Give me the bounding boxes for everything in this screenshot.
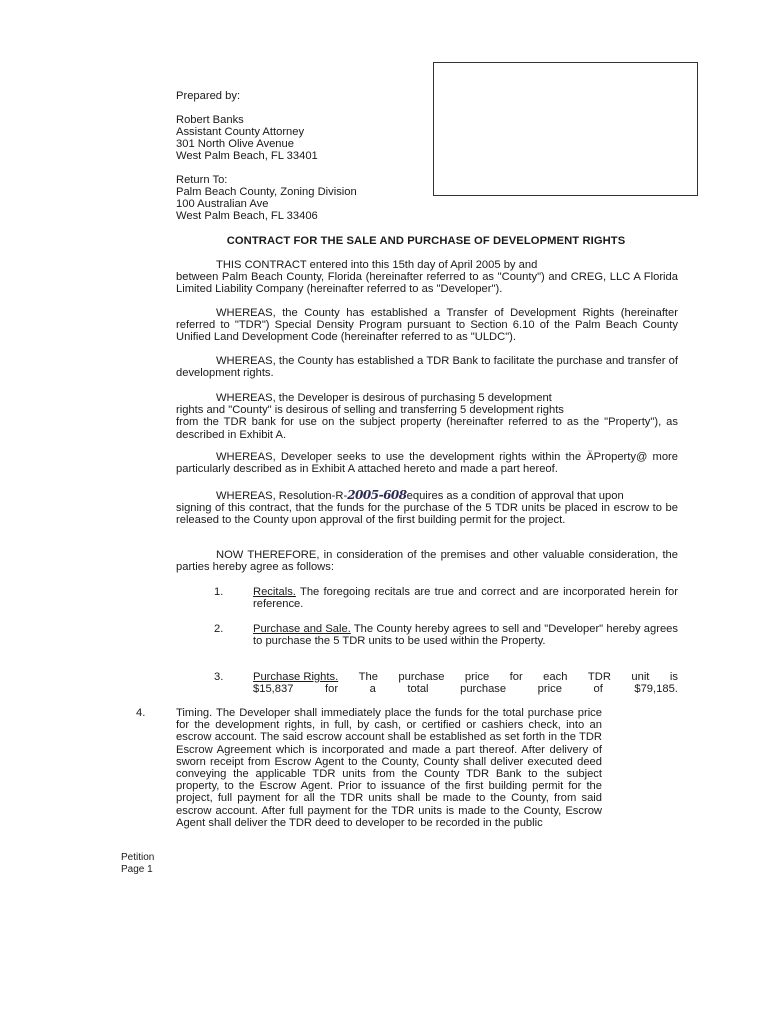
now-therefore-text: NOW THEREFORE, in consideration of the premises and other valuable consideration, the parties hereby agree as follows: bbox=[176, 549, 678, 574]
item-3 bbox=[253, 671, 678, 695]
whereas-5 bbox=[176, 489, 678, 527]
return-to-line1: Palm Beach County, Zoning Division bbox=[176, 186, 357, 198]
item-3-word: price bbox=[537, 683, 562, 696]
whereas-3-line1: WHEREAS, the Developer is desirous of purchasing 5 development bbox=[216, 392, 552, 404]
whereas-3-rest: from the TDR bank for use on the subject property (hereinafter referred to as the "Property"), as described in Exhibit A. bbox=[176, 416, 678, 441]
item-3-word: each bbox=[543, 671, 568, 683]
item-3-word: is bbox=[669, 671, 678, 683]
item-2-heading: Purchase and Sale. bbox=[253, 623, 351, 635]
recording-stamp-box bbox=[433, 62, 698, 196]
item-1-number: 1. bbox=[214, 586, 224, 598]
item-3-word: for bbox=[325, 683, 339, 696]
item-3-word: of bbox=[593, 683, 603, 696]
contract-title: CONTRACT FOR THE SALE AND PURCHASE OF DEVELOPMENT RIGHTS bbox=[226, 235, 626, 247]
item-1 bbox=[253, 586, 678, 610]
item-3-word: The bbox=[358, 671, 378, 683]
item-1-heading: Recitals. bbox=[253, 586, 296, 598]
item-2-text: The County hereby agrees to sell and "Developer" hereby agrees to purchase the 5 TDR units to be used within the Property. bbox=[253, 623, 678, 648]
item-2 bbox=[253, 623, 678, 647]
whereas-5-prefix: WHEREAS, Resolution-R- bbox=[216, 490, 348, 502]
whereas-2 bbox=[176, 355, 678, 379]
item-4-number: 4. bbox=[136, 707, 146, 719]
item-4-timing: Timing. The Developer shall immediately place the funds for the total purchase price for the development rights, in full, by cash, or certified or cashiers check, into an escrow account. The said escrow account shall be established as set forth in the TDR Escrow Agreement which is incorporated and made a part thereof. After delivery of sworn receipt from Escrow Agent to the County, County shall deliver executed deed conveying the applicable TDR units from the County TDR Bank to the subject property, to the Escrow Agent. Prior to issuance of the first building permit for the project, full payment for all the TDR units shall be made to the County, from said escrow account. After full payment for the TDR units is made to the County, Escrow Agent shall deliver the TDR deed to developer to be recorded in the public bbox=[176, 707, 602, 829]
footer-petition: Petition bbox=[121, 852, 155, 863]
prepared-by-label: Prepared by: bbox=[176, 90, 241, 102]
whereas-3-line2: rights and "County" is desirous of selling and transferring 5 development rights bbox=[176, 404, 564, 417]
item-3-word: a bbox=[369, 683, 376, 696]
item-3-word: TDR bbox=[587, 671, 611, 683]
item-1-text: The foregoing recitals are true and correct and are incorporated herein for reference. bbox=[253, 586, 678, 611]
now-therefore bbox=[176, 549, 678, 573]
whereas-5-suffix: equires as a condition of approval that upon bbox=[406, 490, 624, 502]
preparer-name: Robert Banks bbox=[176, 114, 244, 126]
intro-line1: THIS CONTRACT entered into this 15th day of April 2005 by and bbox=[216, 259, 538, 271]
item-3-word: purchase bbox=[460, 683, 507, 696]
whereas-4 bbox=[176, 451, 678, 475]
item-3-word: purchase bbox=[398, 671, 445, 683]
whereas-4-text: WHEREAS, Developer seeks to use the development rights within the ÄProperty@ more particularly described as in Exhibit A attached hereto and made a part hereof. bbox=[176, 451, 678, 476]
return-to-line3: West Palm Beach, FL 33406 bbox=[176, 210, 318, 222]
whereas-2-text: WHEREAS, the County has established a TDR Bank to facilitate the purchase and transfer of development rights. bbox=[176, 355, 678, 380]
footer-page: Page 1 bbox=[121, 864, 153, 875]
item-3-word: unit bbox=[631, 671, 650, 683]
handwritten-resolution-number: 2005-608 bbox=[347, 488, 407, 502]
item-3-word: price bbox=[464, 671, 490, 683]
item-3-word: for bbox=[509, 671, 523, 683]
item-3-word: total bbox=[407, 683, 429, 696]
item-2-number: 2. bbox=[214, 623, 224, 635]
return-to-label: Return To: bbox=[176, 174, 228, 186]
intro-paragraph bbox=[176, 259, 678, 296]
total-price: $79,185. bbox=[634, 683, 678, 696]
preparer-address-line1: 301 North Olive Avenue bbox=[176, 138, 294, 150]
whereas-3 bbox=[176, 392, 678, 441]
whereas-1-text: WHEREAS, the County has established a Transfer of Development Rights (hereinafter referred to "TDR") Special Density Program pursuant to Section 6.10 of the Palm Beach County Unified Land Development Code (hereinafter referred to as "ULDC"). bbox=[176, 307, 678, 344]
return-to-line2: 100 Australian Ave bbox=[176, 198, 269, 210]
preparer-address-line2: West Palm Beach, FL 33401 bbox=[176, 150, 318, 162]
preparer-title: Assistant County Attorney bbox=[176, 126, 305, 138]
item-3-heading: Purchase Rights. bbox=[253, 671, 339, 683]
intro-rest: between Palm Beach County, Florida (hereinafter referred to as "County") and CREG, LLC A Florida Limited Liability Company (hereinafter referred to as "Developer"). bbox=[176, 271, 678, 296]
whereas-5-rest: signing of this contract, that the funds for the purchase of the 5 TDR units be placed in escrow to be released to the County upon approval of the first building permit for the project. bbox=[176, 502, 678, 527]
item-3-number: 3. bbox=[214, 671, 224, 683]
whereas-1 bbox=[176, 307, 678, 344]
unit-price: $15,837 bbox=[253, 683, 294, 696]
